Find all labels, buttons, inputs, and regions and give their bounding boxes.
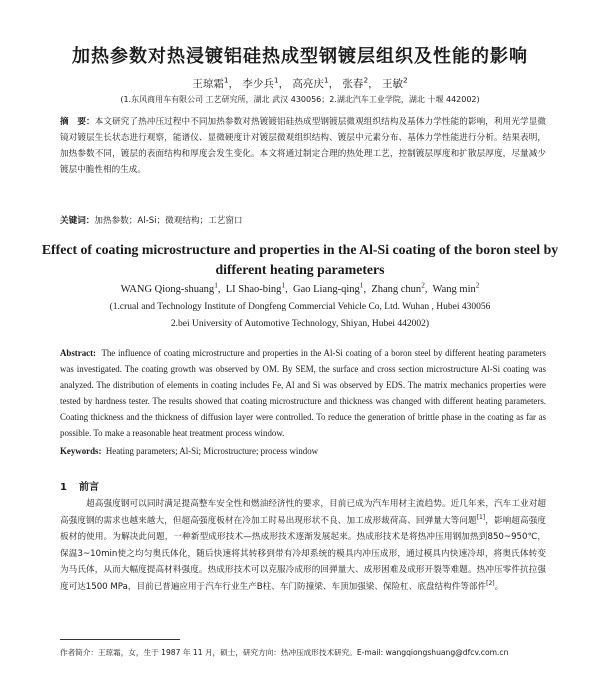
english-keywords-text: Heating parameters; Al-Si; Microstructure; process window — [105, 446, 319, 456]
author-name: Wang min — [432, 284, 476, 295]
english-abstract-label: Abstract: — [60, 348, 96, 358]
author-affiliation-mark: 1 — [323, 75, 329, 85]
chinese-title: 加热参数对热浸镀铝硅热成型钢镀层组织及性能的影响 — [72, 46, 528, 67]
author-name: LI Shao-bing — [225, 284, 282, 295]
author-affiliation-mark: 1 — [281, 280, 286, 290]
intro-text-part-2: ，影响超高强度板材的使用。为解决此问题，一种新型成形技术—热成形技术逐渐发展起来。热成形技术是将热冲压用钢加热到850~950℃，保温3~10min使之均匀奥氏体化，随后快速将其转移到带有冷却系统的模具内冲压成形，通过模具内快速冷却，将奥氏体转变为马氏体，从而大幅度提高材料强度。热成形技术可以克服冷成形的回弹量大、成形困难及成形开裂等难题。热冲压零件抗拉强度可达1500 MPa，目前已普遍应用于汽车行业生产B柱、车门防撞梁、车顶加强梁、保险杠、底盘结构件等部件 — [60, 515, 546, 592]
english-affiliation-1: (1.crual and Technology Institute of Dongfeng Commercial Vehicle Co, Ltd. Wuhan , Hubei 430056 — [109, 302, 491, 312]
citation-1: [1] — [476, 513, 486, 521]
author-name: WANG Qiong-shuang — [120, 284, 215, 295]
author-name: Zhang chun — [371, 284, 422, 295]
author-affiliation-mark: 1 — [223, 75, 229, 85]
chinese-keywords-label: 关键词： — [60, 216, 95, 226]
chinese-authors: 王琼霜$^1$， 李少兵$^1$， 高亮庆$^1$， 张春$^2$， 王敏$^2$ — [192, 75, 408, 90]
section-heading — [60, 478, 99, 493]
author-name: 高亮庆 — [292, 78, 324, 90]
section-title: 前言 — [78, 482, 99, 493]
author-affiliation-mark: 1 — [273, 75, 279, 85]
author-affiliation-mark: 1 — [214, 280, 218, 290]
author-name: 王敏 — [381, 78, 403, 90]
section-number: 1 — [60, 482, 67, 493]
author-affiliation-mark: 2 — [363, 75, 369, 85]
author-affiliation-mark: 2 — [402, 75, 408, 85]
chinese-keywords — [60, 214, 546, 226]
chinese-abstract — [60, 114, 546, 178]
citation-2: [2] — [486, 579, 495, 587]
english-abstract-text: The influence of coating microstructure and properties in the Al-Si coating of a boron steel by different heating parameters was investigated. The coating growth was observed by OM. By SEM, the surface and cross section microstructure Al-Si coating was analyzed. The distribution of elements in coating includes Fe, Al and Si was observed by EDS. The matrix mechanics properties were tested by hardness tester. The results showed that coating microstructure and thickness was changed with different heating parameters. Coating thickness and the thickness of diffusion layer were controlled. To reduce the generation of brittle phase in the coating as far as possible. To make a reasonable heat treatment process window. — [60, 348, 547, 438]
author-name: 李少兵 — [242, 78, 274, 90]
author-footnote: 作者简介：王琼霜，女，生于 1987 年 11 月，硕士，研究方向：热冲压成形技术研究。E-mail: wangqiongshuang@dfcv.com.cn — [60, 648, 509, 657]
chinese-affiliation: (1.东风商用车有限公司 工艺研究所，湖北 武汉 430056；2.湖北汽车工业学院，湖北 十堰 442002) — [120, 95, 480, 104]
english-title: Effect of coating microstructure and properties in the Al-Si coating of the boron steel by different heating parameters — [41, 242, 559, 277]
english-abstract — [60, 345, 546, 441]
author-affiliation-mark: 1 — [359, 280, 364, 290]
english-affiliation-2: 2.bei University of Automotive Technology, Shiyan, Hubei 442002) — [170, 319, 430, 329]
footnote-divider — [60, 639, 180, 640]
author-name: Gao Liang-qing — [292, 284, 360, 295]
english-keywords — [60, 446, 546, 456]
introduction-paragraph — [60, 496, 546, 595]
author-affiliation-mark: 2 — [475, 280, 480, 290]
english-authors: WANG Qiong-shuang$^1$, LI Shao-bing$^1$, Gao Liang-qing$^1$, Zhang chun$^2$, Wang $\min^2$ — [120, 280, 480, 295]
english-keywords-label: Keywords: — [60, 446, 102, 456]
chinese-abstract-label: 摘 要： — [60, 117, 95, 127]
intro-text-part-3: 。 — [494, 581, 504, 592]
chinese-abstract-text: 本文研究了热冲压过程中不同加热参数对热镀镀铝硅热成型钢镀层微观组织结构及基体力学性能的影响，利用光学显微镜对镀层生长状态进行观察，能谱仪、显微硬度计对镀层微观组织结构、镀层中元素分布、基体力学性能进行分析。结果表明，加热参数不同，镀层的表面结构和厚度会发生变化。本文将通过制定合理的热处理工艺，控制镀层厚度和扩散层厚度，尽量减少镀层中脆性相的生成。 — [60, 117, 546, 175]
author-name: 王琼霜 — [192, 78, 224, 90]
chinese-keywords-text: 加热参数；Al-Si；微观结构；工艺窗口 — [94, 216, 243, 226]
intro-text-part-1: 超高强度钢可以同时满足提高整车安全性和燃油经济性的要求，目前已成为汽车用材主流趋势。近几年来，汽车工业对超高强度钢的需求也越来越大，但超高强度板材在冷加工时易出现形状不良、加工成形裁荷高、回弹量大等问题 — [60, 499, 546, 526]
author-affiliation-mark: 2 — [421, 280, 425, 290]
author-name: 张春 — [342, 78, 364, 90]
